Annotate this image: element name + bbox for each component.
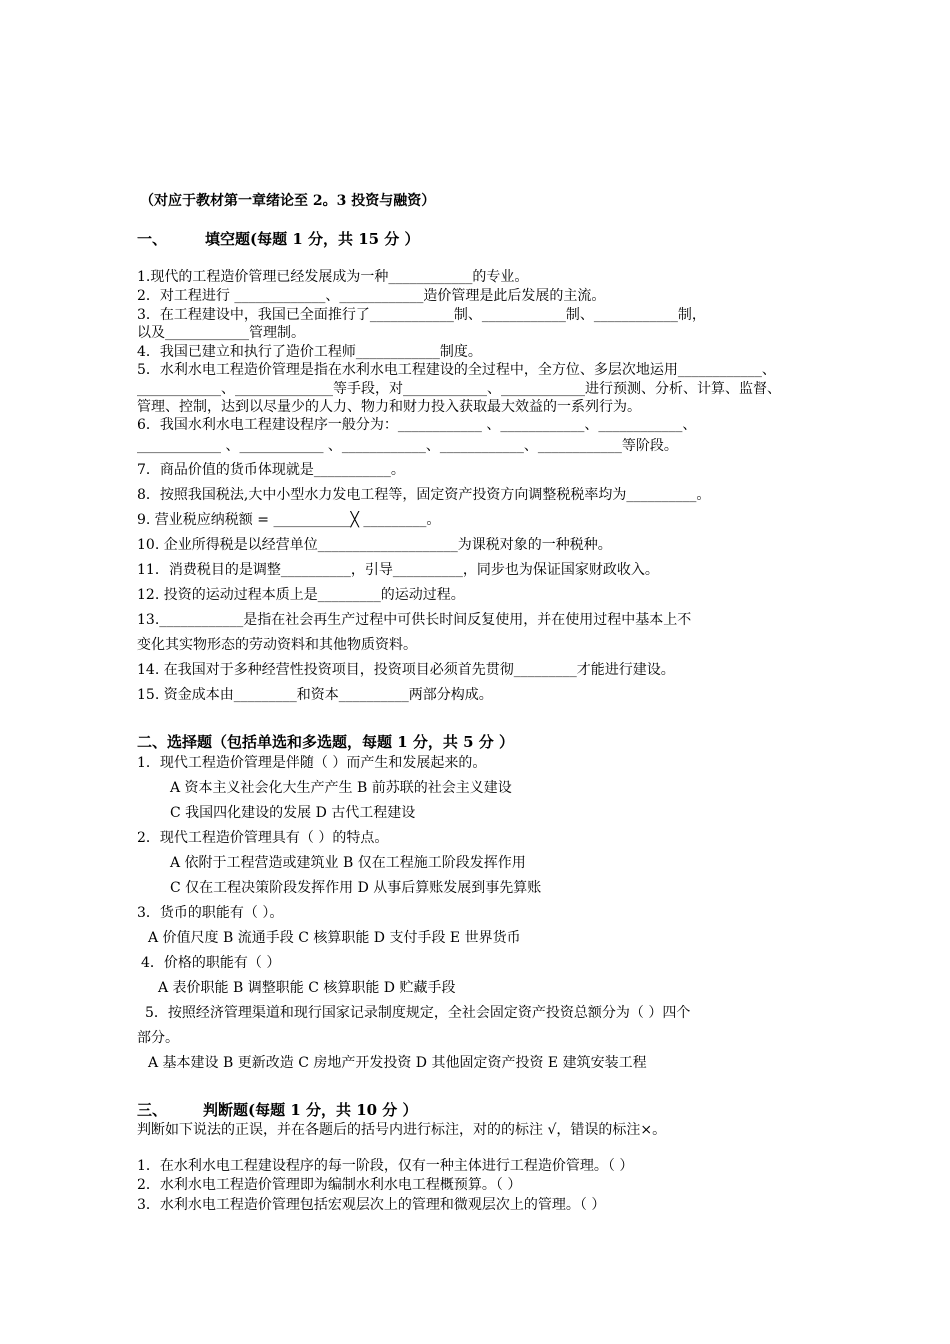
choice-line: A 价值尺度 B 流通手段 C 核算职能 D 支付手段 E 世界货币	[148, 930, 521, 946]
choice-line: 3．货币的职能有（ ）。	[137, 905, 284, 921]
fill-line: 以及____________管理制。	[137, 325, 305, 341]
section-judge-number: 三、	[137, 1101, 168, 1119]
choice-line: A 表价职能 B 调整职能 C 核算职能 D 贮藏手段	[158, 980, 456, 996]
choice-line: 4．价格的职能有（ ）	[141, 955, 281, 971]
judge-instruction: 判断如下说法的正误，并在各题后的括号内进行标注，对的的标注 √，错误的标注×。	[137, 1122, 667, 1138]
fill-line: 变化其实物形态的劳动资料和其他物质资料。	[137, 637, 417, 653]
fill-line: 10. 企业所得税是以经营单位____________________为课税对象的一种税种。	[137, 537, 612, 553]
fill-line: 管理、控制，达到以尽量少的人力、物力和财力投入获取最大效益的一系列行为。	[137, 399, 641, 415]
fill-line: 4．我国已建立和执行了造价工程师____________制度。	[137, 344, 482, 360]
fill-line: 2．对工程进行 _____________、____________造价管理是此后发展的主流。	[137, 288, 606, 304]
choice-line: C 仅在工程决策阶段发挥作用 D 从事后算账发展到事先算账	[170, 880, 542, 896]
fill-line: 6．我国水利水电工程建设程序一般分为：____________ 、____________、____________、	[137, 417, 697, 433]
judge-line: 3．水利水电工程造价管理包括宏观层次上的管理和微观层次上的管理。（ ）	[137, 1197, 606, 1213]
section-judge-title: 判断题(每题 1 分，共 10 分 ）	[203, 1101, 418, 1119]
choice-line: 2．现代工程造价管理具有（ ）的特点。	[137, 830, 389, 846]
fill-line: 11．消费税目的是调整__________，引导__________，同步也为保证国家财政收入。	[137, 562, 659, 578]
fill-line: ____________ 、____________ 、____________、____________、____________等阶段。	[137, 438, 678, 454]
judge-line: 1．在水利水电工程建设程序的每一阶段，仅有一种主体进行工程造价管理。（ ）	[137, 1158, 634, 1174]
fill-line: 7．商品价值的货币体现就是___________。	[137, 462, 405, 478]
choice-line: A 资本主义社会化大生产产生 B 前苏联的社会主义建设	[170, 780, 512, 796]
fill-line: 14. 在我国对于多种经营性投资项目，投资项目必须首先贯彻_________才能进行建设。	[137, 662, 675, 678]
fill-line: 3．在工程建设中，我国已全面推行了____________制、____________制、____________制，	[137, 307, 706, 323]
choice-line: 1．现代工程造价管理是伴随（ ）而产生和发展起来的。	[137, 755, 487, 771]
fill-line: 13.____________是指在社会再生产过程中可供长时间反复使用，并在使用过程中基本上不	[137, 612, 692, 628]
fill-line: 1.现代的工程造价管理已经发展成为一种____________的专业。	[137, 269, 529, 285]
choice-line: A 基本建设 B 更新改造 C 房地产开发投资 D 其他固定资产投资 E 建筑安装工程	[148, 1055, 647, 1071]
section-fill-number: 一、	[137, 230, 168, 248]
choice-line: 部分。	[137, 1030, 179, 1046]
subtitle: （对应于教材第一章绪论至 2。3 投资与融资）	[140, 193, 436, 209]
fill-line: 12. 投资的运动过程本质上是_________的运动过程。	[137, 587, 465, 603]
choice-line: 5．按照经济管理渠道和现行国家记录制度规定，全社会固定资产投资总额分为（ ）四个	[145, 1005, 691, 1021]
section-fill-title: 填空题(每题 1 分，共 15 分 ）	[205, 230, 420, 248]
judge-line: 2．水利水电工程造价管理即为编制水利水电工程概预算。（ ）	[137, 1177, 522, 1193]
fill-line: 5．水利水电工程造价管理是指在水利水电工程建设的全过程中，全方位、多层次地运用____________、	[137, 362, 776, 378]
fill-line: ____________、______________等手段，对____________、____________进行预测、分析、计算、监督、	[137, 381, 781, 397]
choice-line: C 我国四化建设的发展 D 古代工程建设	[170, 805, 416, 821]
fill-line: 9. 营业税应纳税额 = ___________╳ _________。	[137, 512, 441, 528]
fill-line: 15. 资金成本由_________和资本__________两部分构成。	[137, 687, 493, 703]
choice-line: A 依附于工程营造或建筑业 B 仅在工程施工阶段发挥作用	[170, 855, 526, 871]
fill-line: 8．按照我国税法,大中小型水力发电工程等，固定资产投资方向调整税税率均为__________。	[137, 487, 711, 503]
section-choice-title: 二、选择题（包括单选和多选题，每题 1 分，共 5 分 ）	[137, 733, 514, 751]
